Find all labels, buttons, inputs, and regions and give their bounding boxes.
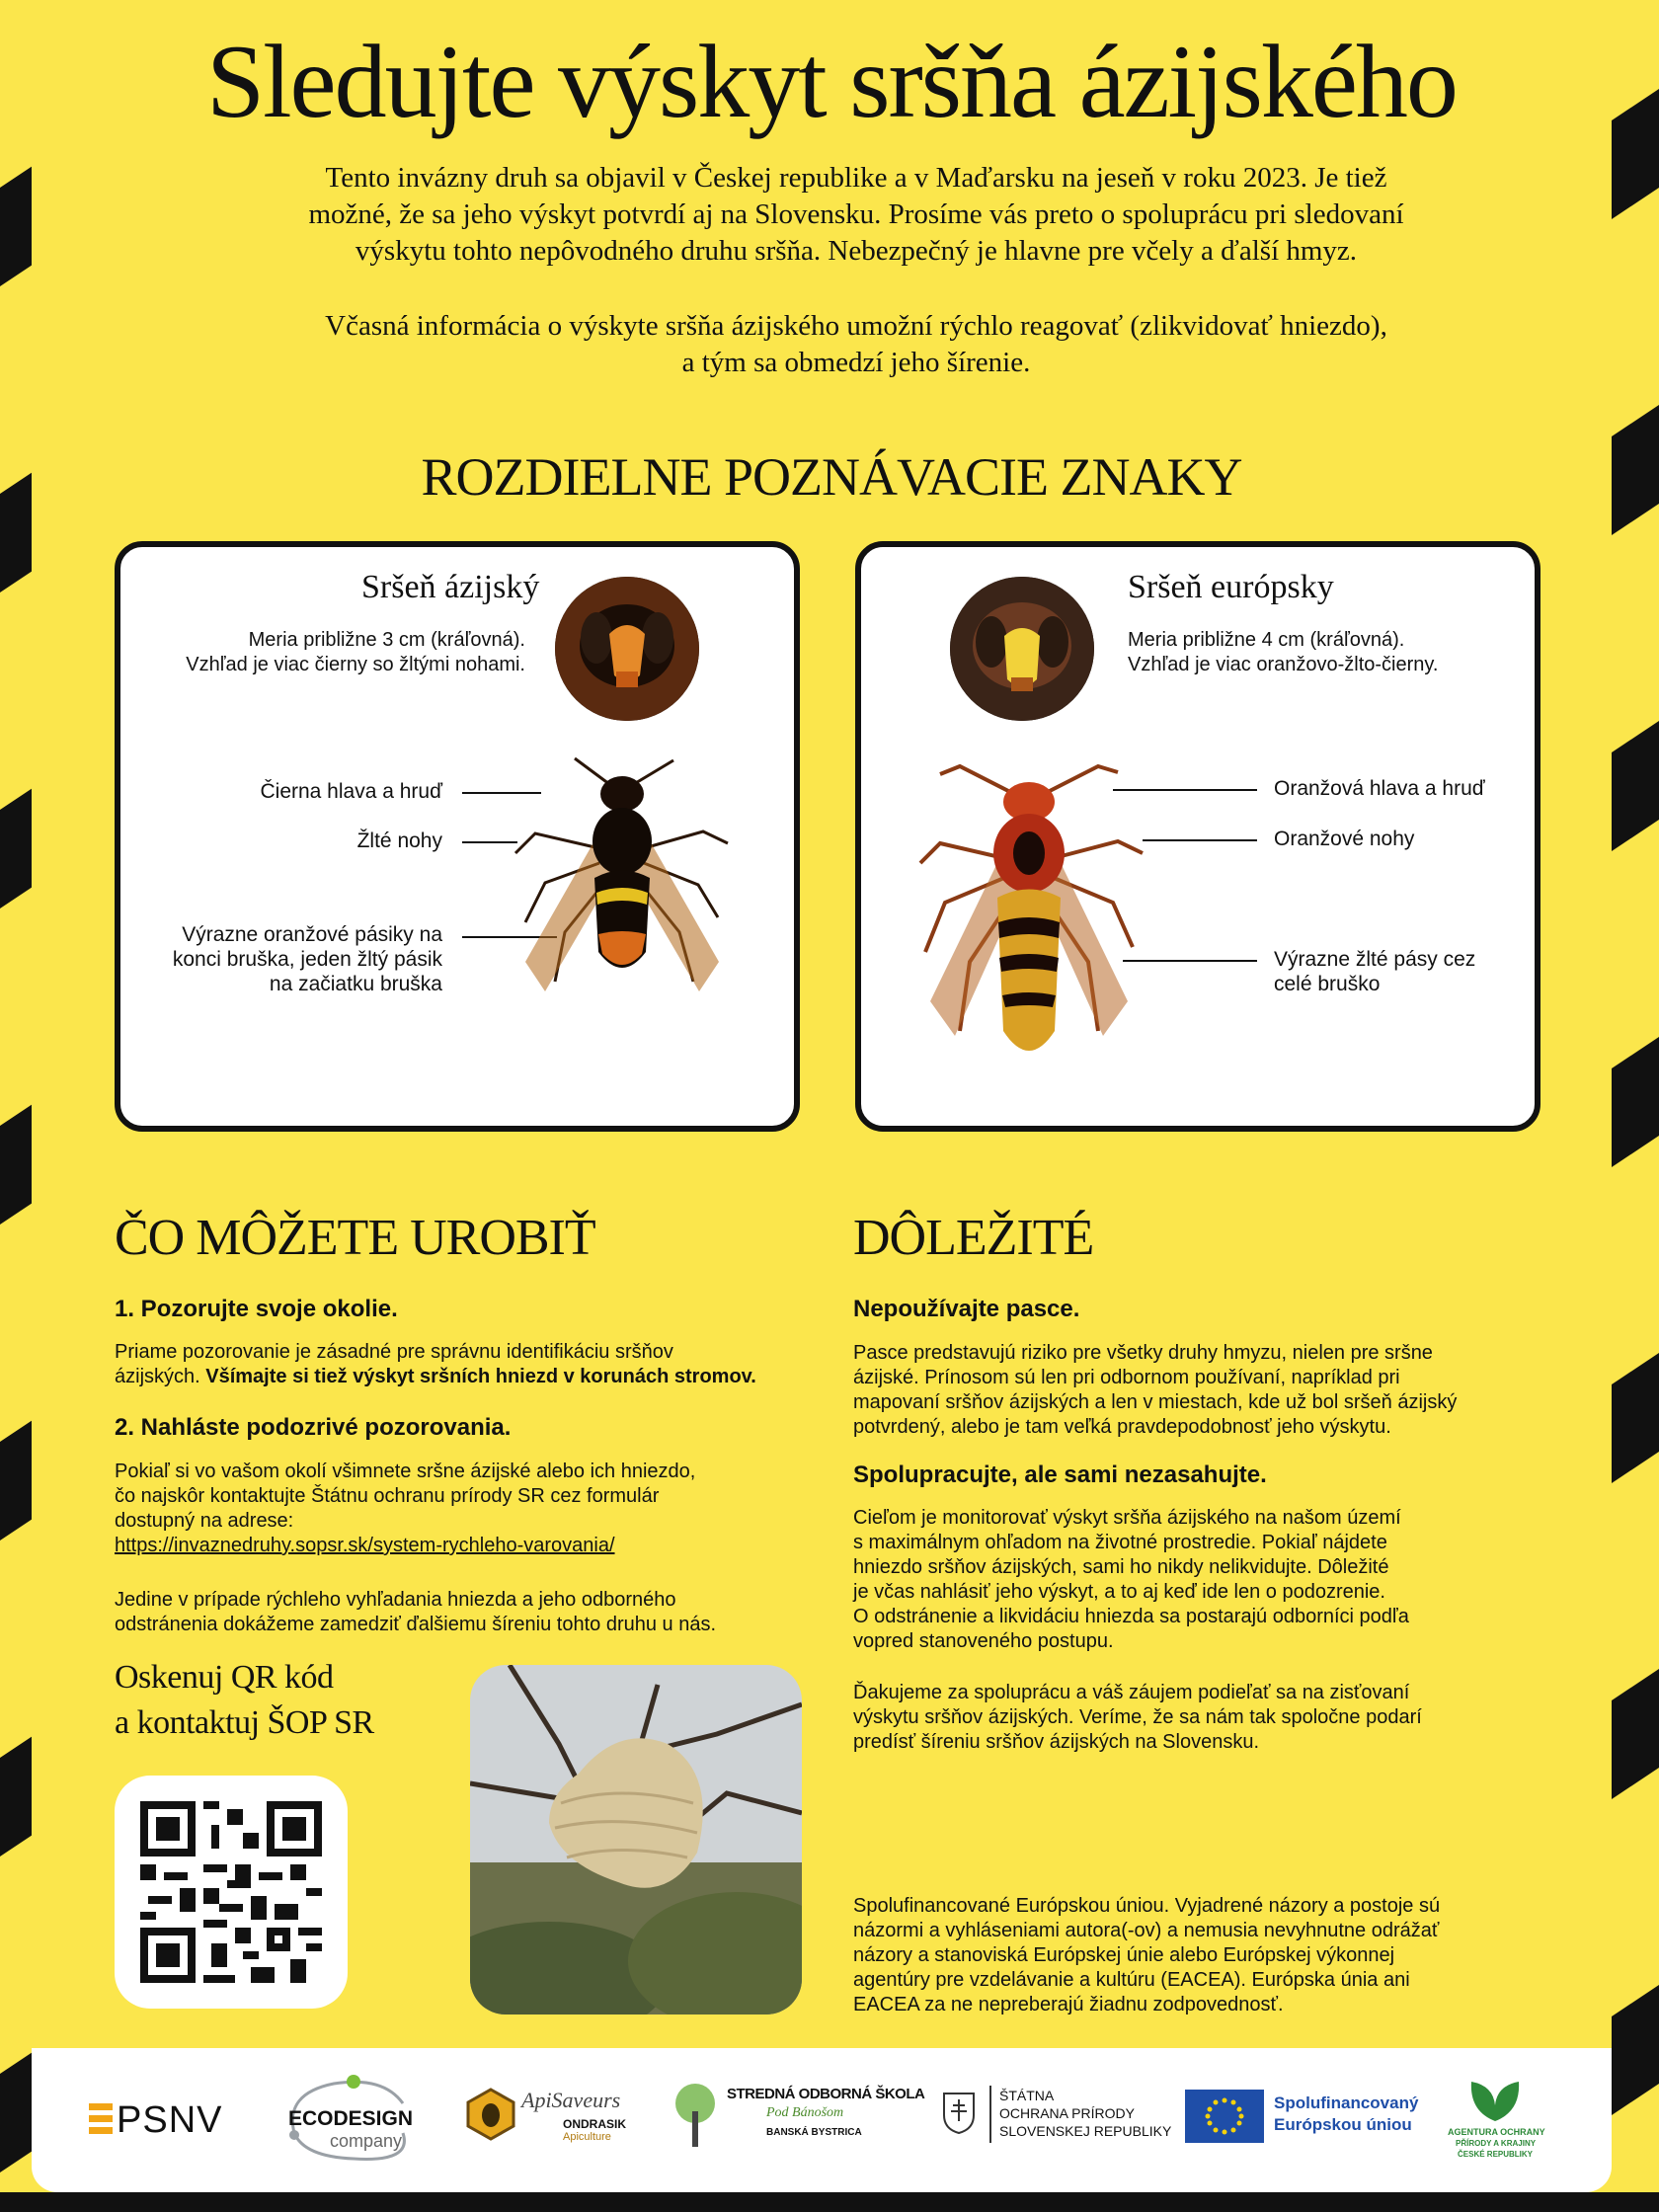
text-line: ázijské. Prínosom sú len pri odbornom používaní, napríklad pri — [853, 1367, 1400, 1388]
callout-line: Výrazne oranžové pásiky na — [182, 923, 442, 946]
callout-line: konci bruška, jeden žltý pásik — [172, 948, 442, 971]
text-line: s maximálnym ohľadom na životné prostredie. Pokiaľ nájdete — [853, 1532, 1387, 1553]
nest-in-tree-image — [470, 1665, 802, 2014]
action-1-text — [115, 1340, 756, 1389]
text-line: odstránenia dokážeme zamedziť ďalšiemu šíreniu tohto druhu u nás. — [115, 1614, 717, 1635]
asian-hornet-illustration — [506, 754, 743, 1021]
text-line: čo najskôr kontaktujte Štátnu ochranu prírody SR cez formulár — [115, 1485, 660, 1507]
callout-head-thorax: Čierna hlava a hruď — [260, 780, 442, 803]
important-1-title: Nepoužívajte pasce. — [853, 1296, 1080, 1322]
text-line: Cieľom je monitorovať výskyt sršňa ázijského na našom území — [853, 1507, 1401, 1529]
callout-abdomen — [120, 922, 442, 996]
intro-paragraph-1 — [239, 160, 1473, 270]
hornet-nest-photo — [470, 1665, 802, 2014]
poster — [32, 0, 1612, 2192]
intro-paragraph-2 — [239, 308, 1473, 381]
qr-heading-line: Oskenuj QR kód — [115, 1659, 334, 1696]
text-line: hniezdo sršňov ázijských, sami ho nikdy nelikvidujte. Dôležité — [853, 1556, 1389, 1578]
desc-line: Vzhľad je viac čierny so žltými nohami. — [186, 654, 525, 675]
text-line: Spolufinancované Európskou úniou. Vyjadrené názory a postoje sú — [853, 1895, 1441, 1917]
text-line: mapovaní sršňov ázijských a len v miestach, kde už bol sršeň ázijský — [853, 1391, 1458, 1413]
thanks-text — [853, 1681, 1422, 1755]
divider — [989, 2086, 991, 2143]
text-line: Priame pozorovanie je zásadné pre správnu identifikáciu sršňov — [115, 1341, 673, 1363]
partner-logos-footer: PSNV ECODESIGN company ApiSaveurs ONDRASIK Apiculture STREDNÁ ODBORNÁ ŠKOLA Pod Bánošom BANSKÁ BYSTRICA ŠTÁTNA OCHRANA PRÍRODY SLOVENSKEJ REPUBLIKY Spolufinancovaný Európskou úniou AGENTURA OCHRANY PŘÍRODY A KRAJINY ČESKÉ REPUBLIKY — [32, 2048, 1612, 2192]
text-line: potvrdený, alebo je tam veľká pravdepodobnosť jeho výskytu. — [853, 1416, 1391, 1438]
text-line: Pasce predstavujú riziko pre všetky druhy hmyzu, nielen pre sršne — [853, 1342, 1433, 1364]
text-line: Pokiaľ si vo vašom okolí všimnete sršne ázijské alebo ich hniezdo, — [115, 1461, 696, 1482]
text-line: Ďakujeme za spoluprácu a váš záujem podieľať sa na zisťovaní — [853, 1682, 1410, 1703]
text-line: predísť šíreniu sršňov ázijských na Slovensku. — [853, 1731, 1260, 1753]
desc-line: Meria približne 3 cm (kráľovná). — [248, 629, 525, 651]
important-2-title: Spolupracujte, ale sami nezasahujte. — [853, 1462, 1267, 1488]
action-2-text — [115, 1460, 695, 1558]
asian-hornet-description — [120, 628, 525, 677]
eu-disclaimer — [853, 1894, 1440, 2017]
european-hornet-illustration — [901, 754, 1157, 1090]
action-2-title: 2. Nahláste podozrivé pozorovania. — [115, 1414, 512, 1441]
callout-abdomen — [1274, 947, 1475, 996]
text-line: je včas nahlásiť jeho výskyt, a to aj keď ide len o podozrenie. — [853, 1581, 1385, 1603]
callout-legs: Oranžové nohy — [1274, 828, 1415, 850]
qr-code[interactable] — [115, 1776, 348, 2009]
qr-code-icon — [140, 1801, 322, 1983]
psnv-bars-icon — [89, 2103, 113, 2135]
text-line: vopred stanoveného postupu. — [853, 1630, 1114, 1652]
callout-line: celé bruško — [1274, 973, 1381, 995]
important-2-text — [853, 1506, 1409, 1654]
leaf-icon — [1463, 2076, 1527, 2123]
eu-flag-icon — [1185, 2090, 1264, 2143]
intro-line: možné, že sa jeho výskyt potvrdí aj na Slovensku. Prosíme vás preto o spoluprácu pri sledovaní — [308, 198, 1404, 230]
actions-heading: ČO MÔŽETE UROBIŤ — [115, 1210, 595, 1266]
european-hornet-description — [1128, 628, 1533, 677]
hornet-face-icon — [555, 577, 699, 721]
action-1-title: 1. Pozorujte svoje okolie. — [115, 1296, 398, 1322]
text-line: názormi a vyhláseniami autora(-ov) a nemusia nevyhnutne odrážať — [853, 1920, 1440, 1941]
report-form-link[interactable]: https://invaznedruhy.sopsr.sk/system-rychleho-varovania/ — [115, 1535, 615, 1556]
bee-hexagon-icon — [464, 2088, 517, 2141]
qr-heading — [115, 1655, 374, 1746]
desc-line: Meria približne 4 cm (kráľovná). — [1128, 629, 1405, 651]
asian-hornet-card — [115, 541, 800, 1132]
important-heading: DÔLEŽITÉ — [853, 1210, 1094, 1266]
callout-line: na začiatku bruška — [269, 973, 442, 995]
qr-heading-line: a kontaktuj ŠOP SR — [115, 1704, 374, 1741]
european-hornet-name: Sršeň európsky — [1128, 569, 1334, 605]
intro-line: Tento invázny druh sa objavil v Českej republike a v Maďarsku na jeseň v roku 2023. Je tiež — [325, 162, 1387, 194]
text-line: výskytu sršňov ázijských. Veríme, že sa nám tak spoločne podarí — [853, 1706, 1422, 1728]
intro-line: a tým sa obmedzí jeho šírenie. — [681, 347, 1031, 378]
european-hornet-card — [855, 541, 1540, 1132]
important-1-text — [853, 1341, 1457, 1440]
tree-icon — [668, 2082, 723, 2151]
callout-line: Výrazne žlté pásy cez — [1274, 948, 1476, 971]
page-title: Sledujte výskyt sršňa ázijského — [206, 24, 1457, 139]
pointer-line — [1143, 839, 1257, 841]
asian-hornet-portrait — [555, 577, 699, 721]
section-title: ROZDIELNE POZNÁVACIE ZNAKY — [421, 447, 1242, 507]
hornet-face-icon — [950, 577, 1094, 721]
callout-head-thorax: Oranžová hlava a hruď — [1274, 777, 1485, 800]
text-line: EACEA za ne nepreberajú žiadnu zodpovednosť. — [853, 1994, 1284, 2015]
action-3-text — [115, 1588, 716, 1637]
text-line: ázijských. — [115, 1366, 206, 1387]
text-line: agentúry pre vzdelávanie a kultúru (EACEA). Európska únia ani — [853, 1969, 1410, 1991]
intro-line: Včasná informácia o výskyte sršňa ázijského umožní rýchlo reagovať (zlikvidovať hniezdo), — [325, 310, 1387, 342]
slovak-crest-icon — [942, 2092, 976, 2135]
text-line-bold: Všímajte si tiež výskyt sršních hniezd v korunách stromov. — [205, 1366, 756, 1387]
european-hornet-portrait — [950, 577, 1094, 721]
callout-legs: Žlté nohy — [356, 830, 442, 852]
text-line: O odstránenie a likvidáciu hniezda sa postarajú odborníci podľa — [853, 1606, 1409, 1627]
desc-line: Vzhľad je viac oranžovo-žlto-čierny. — [1128, 654, 1439, 675]
text-line: Jedine v prípade rýchleho vyhľadania hniezda a jeho odborného — [115, 1589, 676, 1611]
text-line: dostupný na adrese: — [115, 1510, 294, 1532]
text-line: názory a stanoviská Európskej únie alebo Európskej výkonnej — [853, 1944, 1395, 1966]
asian-hornet-name: Sršeň ázijský — [361, 569, 540, 605]
intro-line: výskytu tohto nepôvodného druhu sršňa. Nebezpečný je hlavne pre včely a ďalší hmyz. — [355, 235, 1358, 267]
